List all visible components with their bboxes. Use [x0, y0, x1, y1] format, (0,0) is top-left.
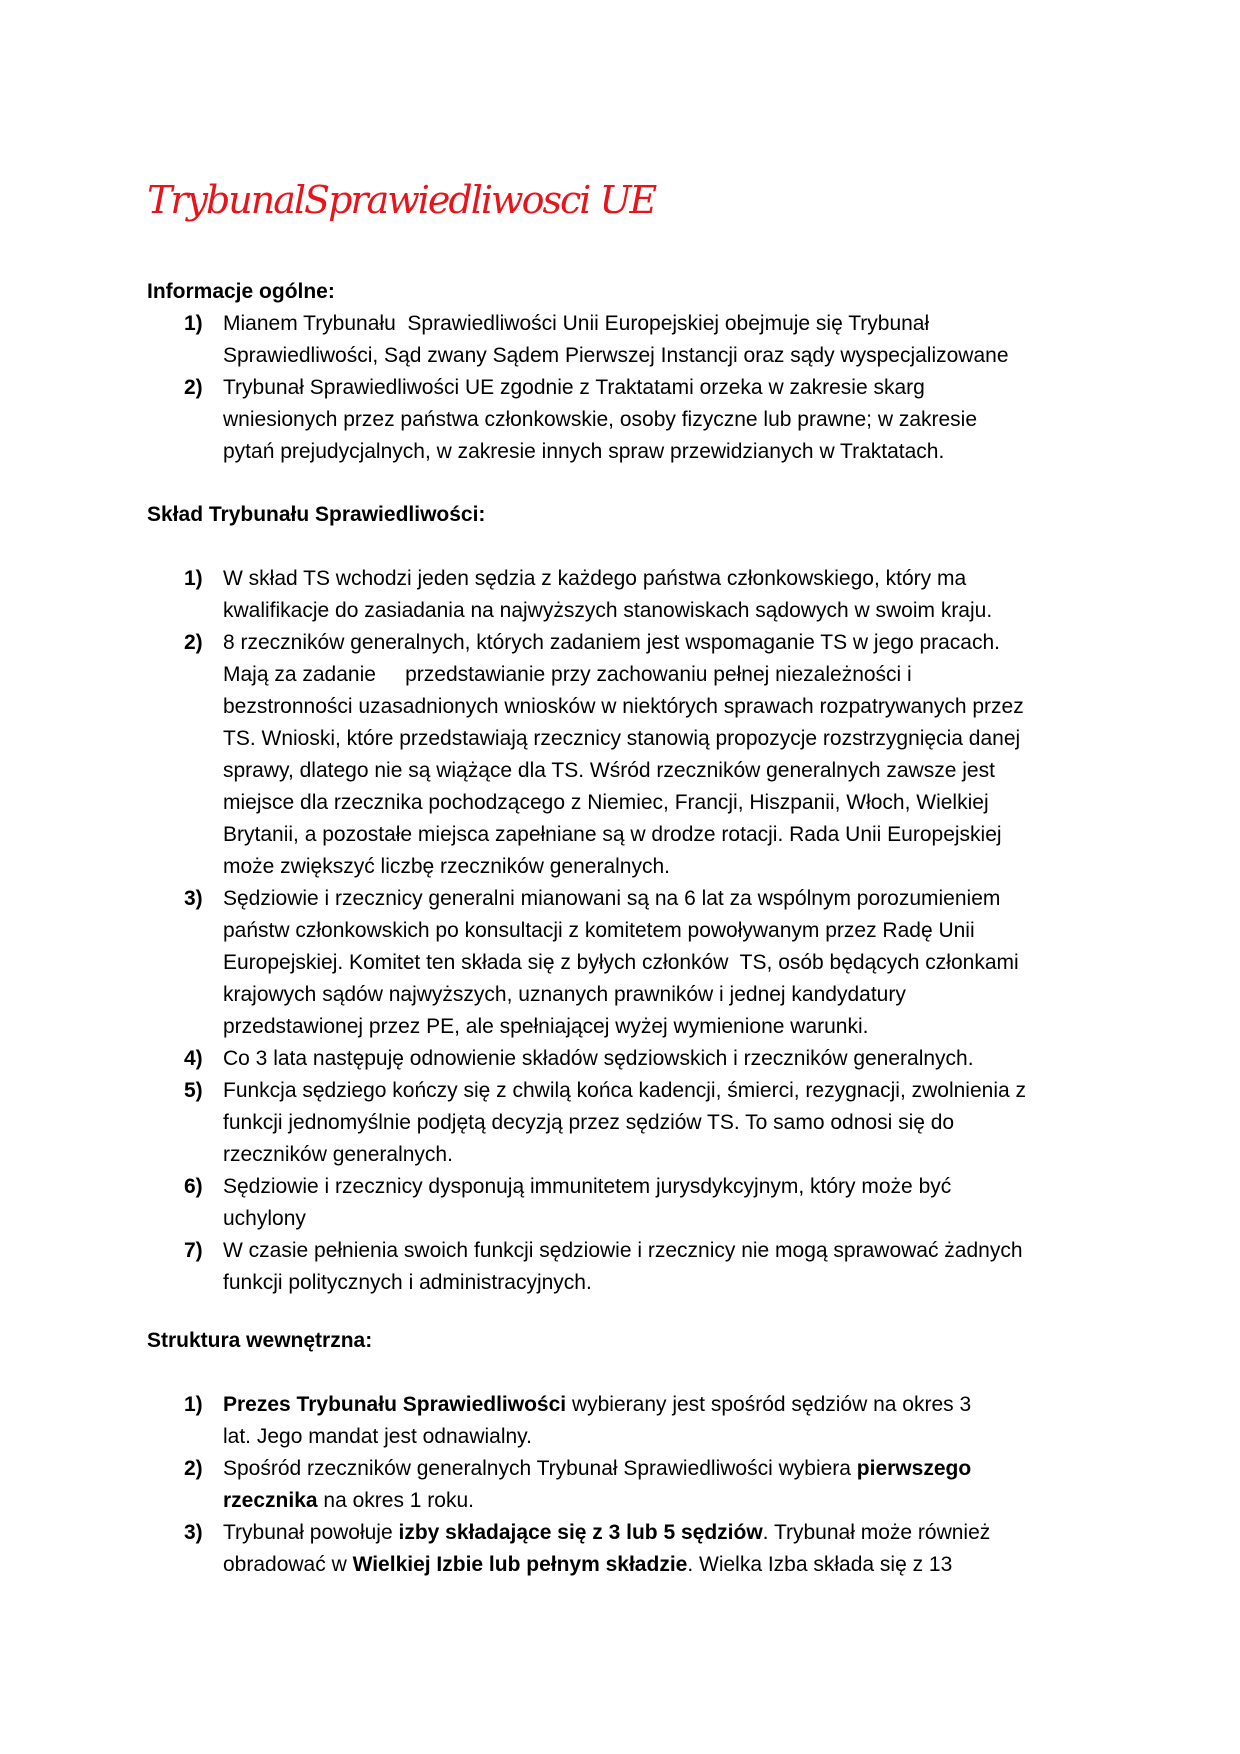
text-segment: W skład TS wchodzi jeden sędzia z każdego państwa członkowskiego, który ma [223, 567, 967, 590]
list-item-number: 3) [184, 1521, 203, 1544]
text-line [223, 627, 1107, 659]
list-item-number: 1) [184, 567, 203, 590]
list-item-number: 1) [184, 1393, 203, 1416]
text-line [223, 979, 1107, 1011]
list-item-number: 7) [184, 1239, 203, 1262]
text-line [223, 691, 1107, 723]
section-heading: Informacje ogólne: [147, 280, 335, 303]
list-item-number: 6) [184, 1175, 203, 1198]
section-sklad-trybunalu [147, 499, 1107, 1299]
text-line [223, 1421, 1107, 1453]
section-struktura-wewnetrzna [147, 1325, 1107, 1581]
text-segment: Spośród rzeczników generalnych Trybunał Sprawiedliwości wybiera [223, 1457, 857, 1480]
text-segment: bezstronności uzasadnionych wniosków w niektórych sprawach rozpatrywanych przez [223, 695, 1024, 718]
text-segment: sprawy, dlatego nie są wiążące dla TS. Wśród rzeczników generalnych zawsze jest [223, 759, 995, 782]
text-line [223, 915, 1107, 947]
text-line [223, 851, 1107, 883]
text-segment: rzeczników generalnych. [223, 1143, 453, 1166]
list-item [147, 563, 1107, 627]
document-title: TrybunalSprawiedliwosci UE [147, 178, 656, 222]
text-line [223, 1107, 1107, 1139]
text-segment: Sprawiedliwości, Sąd zwany Sądem Pierwszej Instancji oraz sądy wyspecjalizowane [223, 344, 1009, 367]
text-segment: przedstawionej przez PE, ale spełniającej wyżej wymienione warunki. [223, 1015, 869, 1038]
text-line [223, 659, 1107, 691]
text-line [223, 595, 1107, 627]
list-item [147, 883, 1107, 1043]
text-segment: uchylony [223, 1207, 306, 1230]
list-item [147, 1171, 1107, 1235]
text-segment: miejsce dla rzecznika pochodzącego z Niemiec, Francji, Hiszpanii, Włoch, Wielkiej [223, 791, 989, 814]
text-line [223, 947, 1107, 979]
list-item [147, 1235, 1107, 1299]
text-line [223, 1043, 1107, 1075]
list-item [147, 1517, 1107, 1581]
text-segment: Mają za zadanie przedstawianie przy zachowaniu pełnej niezależności i [223, 663, 912, 686]
text-line [223, 787, 1107, 819]
section-heading: Struktura wewnętrzna: [147, 1329, 373, 1352]
list-item [147, 1453, 1107, 1517]
list-item-number: 3) [184, 887, 203, 910]
text-segment: funkcji politycznych i administracyjnych. [223, 1271, 592, 1294]
text-segment: pytań prejudycjalnych, w zakresie innych spraw przewidzianych w Traktatach. [223, 440, 945, 463]
bold-text: Prezes Trybunału Sprawiedliwości [223, 1393, 567, 1416]
text-segment: może zwiększyć liczbę rzeczników generalnych. [223, 855, 670, 878]
text-line [223, 563, 1107, 595]
text-segment: Co 3 lata następuję odnowienie składów sędziowskich i rzeczników generalnych. [223, 1047, 974, 1070]
bold-text: pierwszego [856, 1457, 972, 1480]
text-line [223, 1267, 1107, 1299]
text-segment: wybierany jest spośród sędziów na okres 3 [566, 1393, 972, 1416]
list-item [147, 372, 1107, 468]
text-line [223, 1171, 1107, 1203]
list-item-number: 2) [184, 1457, 203, 1480]
bold-text: izby składające się z 3 lub 5 sędziów [398, 1521, 763, 1544]
section-informacje-ogolne [147, 276, 1107, 468]
list-item-number: 1) [184, 312, 203, 335]
text-segment: Europejskiej. Komitet ten składa się z byłych członków TS, osób będących członkami [223, 951, 1019, 974]
text-segment: 8 rzeczników generalnych, których zadaniem jest wspomaganie TS w jego pracach. [223, 631, 1000, 654]
text-segment: na okres 1 roku. [317, 1489, 474, 1512]
text-segment: lat. Jego mandat jest odnawialny. [223, 1425, 532, 1448]
text-segment: Funkcja sędziego kończy się z chwilą końca kadencji, śmierci, rezygnacji, zwolnienia z [223, 1079, 1027, 1102]
list-item-number: 4) [184, 1047, 203, 1070]
text-line [223, 1011, 1107, 1043]
text-line [223, 1203, 1107, 1235]
text-segment: . Trybunał może również [762, 1521, 991, 1544]
text-line [223, 1235, 1107, 1267]
text-line [223, 819, 1107, 851]
text-segment: Sędziowie i rzecznicy generalni mianowani są na 6 lat za wspólnym porozumieniem [223, 887, 1001, 910]
text-segment: Brytanii, a pozostałe miejsca zapełniane są w drodze rotacji. Rada Unii Europejskiej [223, 823, 1002, 846]
text-line [223, 340, 1107, 372]
text-line [223, 1485, 1107, 1517]
text-segment: krajowych sądów najwyższych, uznanych prawników i jednej kandydatury [223, 983, 906, 1006]
text-segment: Trybunał powołuje [223, 1521, 399, 1544]
text-segment: funkcji jednomyślnie podjętą decyzją przez sędziów TS. To samo odnosi się do [223, 1111, 955, 1134]
text-line [223, 404, 1107, 436]
text-line [223, 1389, 1107, 1421]
text-segment: wniesionych przez państwa członkowskie, osoby fizyczne lub prawne; w zakresie [223, 408, 978, 431]
text-segment: obradować w [223, 1553, 353, 1576]
bold-text: rzecznika [223, 1489, 318, 1512]
text-line [223, 1549, 1107, 1581]
list-item [147, 1075, 1107, 1171]
text-segment: Sędziowie i rzecznicy dysponują immunitetem jurysdykcyjnym, który może być [223, 1175, 952, 1198]
list-item-number: 5) [184, 1079, 203, 1102]
text-line [223, 308, 1107, 340]
list-item [147, 1043, 1107, 1075]
text-segment: Trybunał Sprawiedliwości UE zgodnie z Traktatami orzeka w zakresie skarg [223, 376, 925, 399]
text-line [223, 1139, 1107, 1171]
section-heading: Skład Trybunału Sprawiedliwości: [147, 503, 486, 526]
list-item [147, 1389, 1107, 1453]
text-line [223, 1517, 1107, 1549]
text-line [223, 1453, 1107, 1485]
text-line [223, 755, 1107, 787]
list-item-number: 2) [184, 631, 203, 654]
text-line [223, 723, 1107, 755]
bold-text: Wielkiej Izbie lub pełnym składzie [352, 1553, 688, 1576]
text-line [223, 372, 1107, 404]
list-item [147, 627, 1107, 883]
text-segment: państw członkowskich po konsultacji z komitetem powoływanym przez Radę Unii [223, 919, 975, 942]
text-segment: W czasie pełnienia swoich funkcji sędziowie i rzecznicy nie mogą sprawować żadnych [223, 1239, 1023, 1262]
list-item-number: 2) [184, 376, 203, 399]
text-segment: kwalifikacje do zasiadania na najwyższych stanowiskach sądowych w swoim kraju. [223, 599, 993, 622]
text-line [223, 436, 1107, 468]
text-line [223, 1075, 1107, 1107]
text-segment: TS. Wnioski, które przedstawiają rzecznicy stanowią propozycje rozstrzygnięcia danej [223, 727, 1021, 750]
text-line [223, 883, 1107, 915]
text-segment: Mianem Trybunału Sprawiedliwości Unii Europejskiej obejmuje się Trybunał [223, 312, 930, 335]
list-item [147, 308, 1107, 372]
text-segment: . Wielka Izba składa się z 13 [687, 1553, 953, 1576]
